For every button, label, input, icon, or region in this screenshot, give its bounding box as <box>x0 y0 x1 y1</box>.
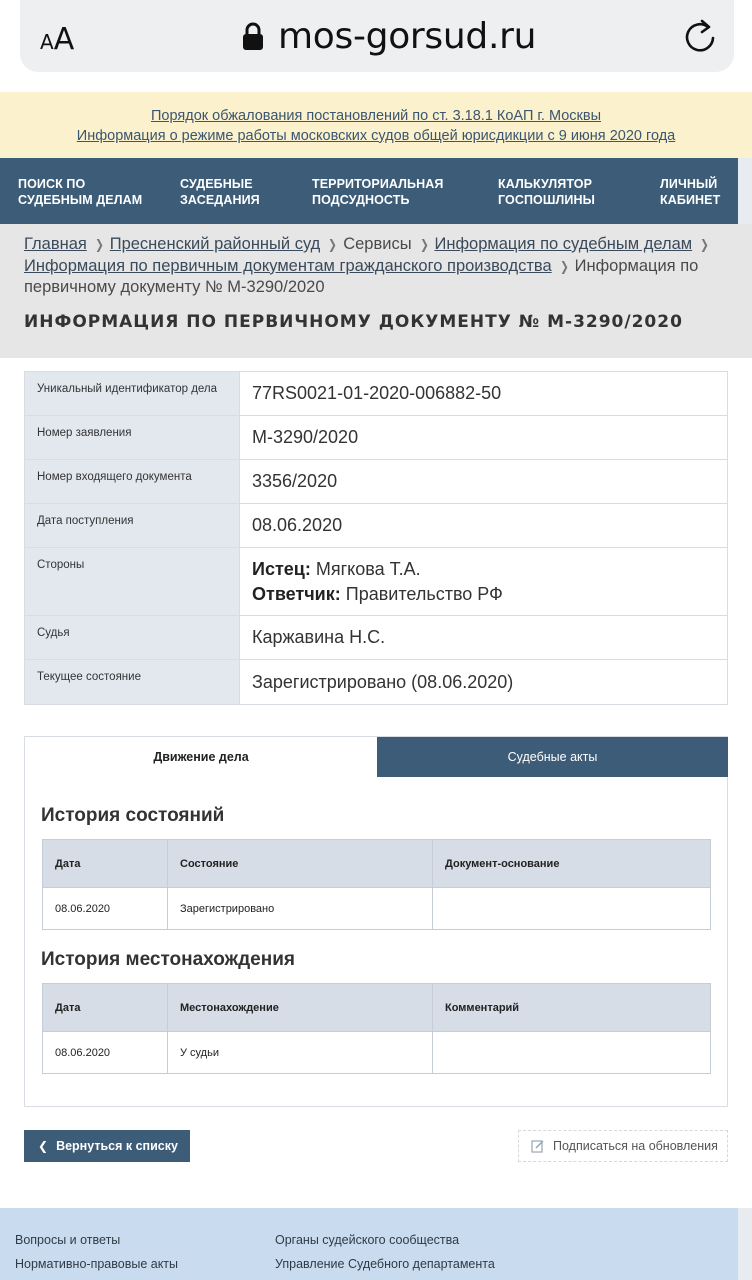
nav-fee-calculator-line2: ГОСПОШЛИНЫ <box>498 193 595 207</box>
lock-icon <box>242 21 264 51</box>
footer <box>0 1208 738 1280</box>
judge-label: Судья <box>25 616 240 659</box>
table-cell: 08.06.2020 <box>43 888 168 930</box>
document-info-table <box>24 371 728 705</box>
application-number-label: Номер заявления <box>25 416 240 459</box>
info-row-uid <box>25 372 727 416</box>
url-text: mos-gorsud.ru <box>278 15 537 57</box>
tab-case-movement[interactable]: Движение дела <box>25 737 377 777</box>
info-row-application-number <box>25 416 727 460</box>
nav-jurisdiction-line1: ТЕРРИТОРИАЛЬНАЯ <box>312 177 444 191</box>
nav-hearings-line2: ЗАСЕДАНИЯ <box>180 193 260 207</box>
notice-link-appeal[interactable]: Порядок обжалования постановлений по ст. 3.18.1 КоАП г. Москвы <box>151 108 601 124</box>
current-state-label: Текущее состояние <box>25 660 240 704</box>
judge-value: Каржавина Н.С. <box>252 627 386 647</box>
page-title: ИНФОРМАЦИЯ ПО ПЕРВИЧНОМУ ДОКУМЕНТУ № М-3290/2020 <box>24 312 683 332</box>
table-cell: 08.06.2020 <box>43 1032 168 1074</box>
parties-label: Стороны <box>25 548 240 615</box>
nav-jurisdiction[interactable] <box>312 176 443 208</box>
breadcrumb-separator-icon: ❯ <box>559 258 569 274</box>
breadcrumb-separator-icon: ❯ <box>94 237 104 252</box>
breadcrumb-court[interactable]: Пресненский районный суд <box>109 235 321 253</box>
footer-link-judicial-community[interactable]: Органы судейского сообщества <box>275 1233 460 1247</box>
nav-case-search-line1: ПОИСК ПО <box>18 177 86 191</box>
parties-value <box>240 548 727 615</box>
url-pill[interactable] <box>20 0 734 72</box>
back-to-list-label: Вернуться к списку <box>56 1139 178 1153</box>
uid-label: Уникальный идентификатор дела <box>25 372 240 415</box>
breadcrumb-separator-icon: ❯ <box>328 237 338 252</box>
defendant-role: Ответчик: <box>252 583 341 604</box>
received-date-value: 08.06.2020 <box>252 515 343 535</box>
nav-personal-account[interactable] <box>660 176 720 208</box>
subscribe-button[interactable] <box>518 1130 728 1162</box>
uid-value: 77RS0021-01-2020-006882-50 <box>252 383 502 403</box>
breadcrumb <box>24 234 724 298</box>
nav-fee-calculator[interactable] <box>498 176 595 208</box>
breadcrumb-home[interactable]: Главная <box>24 235 87 253</box>
application-number-value: М-3290/2020 <box>252 427 359 447</box>
tabs-panel <box>24 736 728 1107</box>
info-row-judge <box>25 616 727 660</box>
page-header <box>0 224 752 358</box>
breadcrumb-primary-docs[interactable]: Информация по первичным документам гражданского производства <box>24 256 552 275</box>
info-row-current-state <box>25 660 727 704</box>
plaintiff-role: Истец: <box>252 558 311 579</box>
column-header: Дата <box>43 984 168 1032</box>
table-cell: У судьи <box>168 1032 433 1074</box>
url-field[interactable] <box>242 14 536 58</box>
nav-hearings-line1: СУДЕБНЫЕ <box>180 177 253 191</box>
subscribe-label: Подписаться на обновления <box>553 1139 718 1153</box>
column-header: Местонахождение <box>168 984 433 1032</box>
footer-link-faq[interactable]: Вопросы и ответы <box>15 1233 121 1247</box>
table-cell <box>433 888 711 930</box>
breadcrumb-case-info[interactable]: Информация по судебным делам <box>434 235 693 253</box>
back-to-list-button[interactable] <box>24 1130 190 1162</box>
info-row-received-date <box>25 504 727 548</box>
breadcrumb-separator-icon: ❯ <box>700 237 709 252</box>
received-date-label: Дата поступления <box>25 504 240 547</box>
nav-case-search-line2: СУДЕБНЫМ ДЕЛАМ <box>18 193 143 207</box>
page-edge <box>738 1208 752 1280</box>
table-header-row <box>43 840 711 888</box>
notice-link-work-mode[interactable]: Информация о режиме работы московских судов общей юрисдикции с 9 июня 2020 года <box>76 127 676 144</box>
plaintiff <box>252 557 727 582</box>
browser-address-bar <box>0 0 752 92</box>
text-size-button[interactable]: AA <box>40 22 75 57</box>
column-header: Комментарий <box>433 984 711 1032</box>
status-history-table <box>42 839 711 930</box>
nav-personal-account-line1: ЛИЧНЫЙ <box>660 177 718 191</box>
nav-jurisdiction-line2: ПОДСУДНОСТЬ <box>312 193 410 207</box>
info-row-parties <box>25 548 727 616</box>
defendant-name: Правительство РФ <box>345 583 503 604</box>
incoming-number-value: 3356/2020 <box>252 471 338 491</box>
location-history-title: История местонахождения <box>41 949 295 970</box>
nav-case-search[interactable] <box>18 176 142 208</box>
footer-link-legal-acts[interactable]: Нормативно-правовые акты <box>15 1257 179 1271</box>
location-history-table <box>42 983 711 1074</box>
edit-icon <box>531 1139 545 1153</box>
incoming-number-label: Номер входящего документа <box>25 460 240 503</box>
tab-court-acts[interactable]: Судебные акты <box>377 737 728 777</box>
page-edge <box>738 158 752 224</box>
defendant <box>252 582 727 607</box>
main-nav <box>0 158 738 224</box>
nav-personal-account-line2: КАБИНЕТ <box>660 193 721 207</box>
column-header: Состояние <box>168 840 433 888</box>
nav-hearings[interactable] <box>180 176 260 208</box>
table-header-row <box>43 984 711 1032</box>
table-cell <box>433 1032 711 1074</box>
plaintiff-name: Мягкова Т.А. <box>315 558 421 579</box>
breadcrumb-services: Сервисы <box>343 235 412 253</box>
table-row <box>43 1032 711 1074</box>
table-row <box>43 888 711 930</box>
chevron-left-icon: ❮ <box>38 1139 49 1153</box>
nav-fee-calculator-line1: КАЛЬКУЛЯТОР <box>498 177 593 191</box>
column-header: Документ-основание <box>433 840 711 888</box>
column-header: Дата <box>43 840 168 888</box>
info-row-incoming-number <box>25 460 727 504</box>
footer-link-judicial-department[interactable]: Управление Судебного департамента <box>275 1257 495 1271</box>
breadcrumb-current: Информация по первичному документу № М-3290/2020 <box>24 256 699 296</box>
breadcrumb-separator-icon: ❯ <box>419 237 429 252</box>
reload-icon[interactable] <box>682 18 718 54</box>
table-cell: Зарегистрировано <box>168 888 433 930</box>
current-state-value: Зарегистрировано (08.06.2020) <box>252 671 514 692</box>
notice-banner <box>0 92 752 158</box>
status-history-title: История состояний <box>41 805 225 826</box>
